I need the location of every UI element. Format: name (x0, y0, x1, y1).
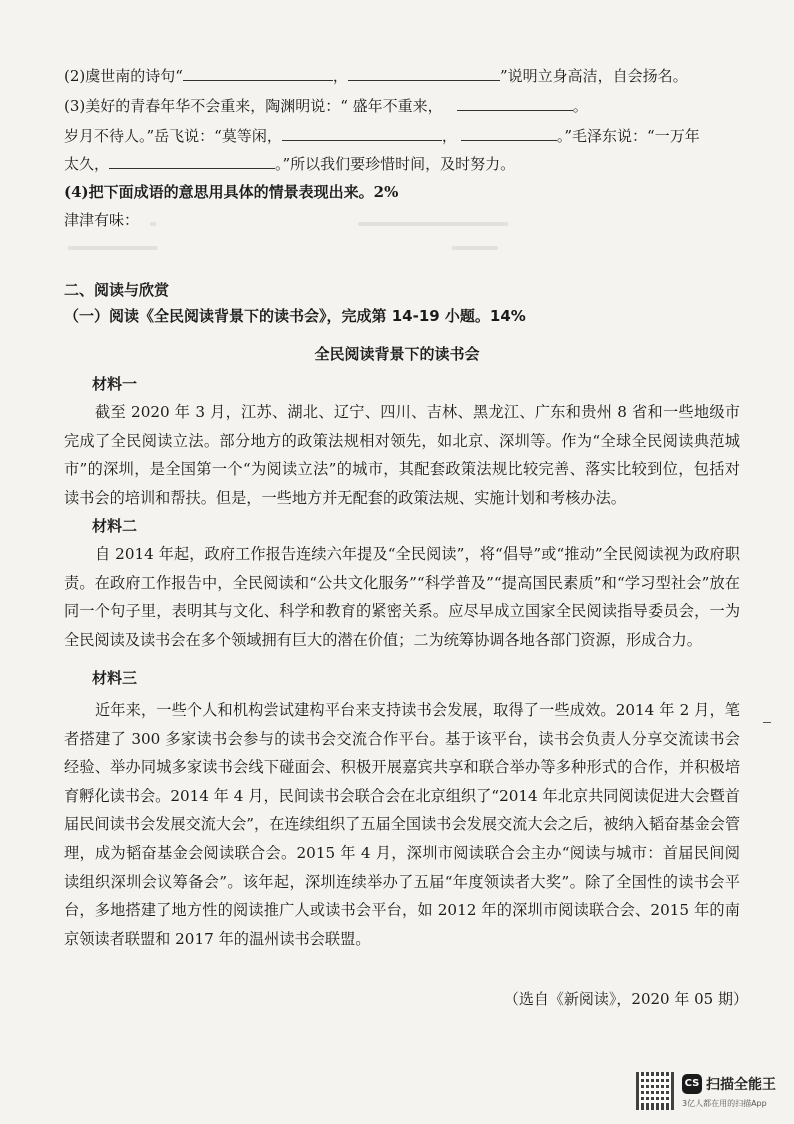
q2-prefix: (2)虞世南的诗句“ (64, 67, 183, 85)
q3-line2-sep: ， (441, 127, 457, 145)
material-2-text: 自 2014 年起，政府工作报告连续六年提及“全民阅读”，将“倡导”或“推动”全民阅读视为政府职责。在政府工作报告中，全民阅读和“公共文化服务”“科学普及”“提高国民素质”和“学习型社会”放在同一个句子里，表明其与文化、科学和教育的紧密关系。应尽早成立国家全民阅读指导委员会，一为全民阅读及读书会在多个领域拥有巨大的潜在价值；二为统筹协调各地各部门资源，形成合力。 (64, 545, 740, 649)
scan-mark (452, 246, 498, 250)
material-3-label: 材料三 (92, 669, 138, 687)
material-1-text: 截至 2020 年 3 月，江苏、湖北、辽宁、四川、吉林、黑龙江、广东和贵州 8 省和一些地级市完成了全民阅读立法。部分地方的政策法规相对领先，如北京、深圳等。作为“全球全民阅读典范城市”的深圳，是全国第一个“为阅读立法”的城市，其配套政策法规比较完善、落实比较到位，包括对读书会的培训和帮扶。但是，一些地方并无配套的政策法规、实施计划和考核办法。 (64, 403, 740, 507)
camscanner-logo-icon: CS (682, 1074, 702, 1094)
scan-mark (358, 222, 508, 226)
q3-line3-suffix: 。”所以我们要珍惜时间，及时努力。 (275, 155, 516, 173)
scan-mark (68, 246, 158, 250)
section-title: 二、阅读与欣赏 (64, 281, 170, 299)
answer-blank[interactable] (457, 96, 573, 111)
question-3-line2 (64, 126, 700, 146)
question-2 (64, 66, 688, 86)
q2-sep: ， (332, 67, 348, 85)
scanner-tagline: 3亿人都在用的扫描App (682, 1099, 767, 1108)
scan-mark (763, 722, 771, 723)
q3-line1-prefix: (3)美好的青春年华不会重来，陶渊明说：“ 盛年不重来， (64, 97, 443, 115)
article-title: 全民阅读背景下的读书会 (314, 345, 480, 363)
answer-blank[interactable] (348, 66, 500, 81)
q3-line2-suffix: 。”毛泽东说：“一万年 (556, 127, 700, 145)
question-3-line1 (64, 96, 588, 116)
qr-code-icon (636, 1072, 674, 1110)
answer-blank[interactable] (461, 126, 557, 141)
q3-line1-suffix: 。 (572, 97, 588, 115)
scan-mark (150, 222, 156, 226)
idiom-label: 津津有味： (64, 211, 140, 229)
article-source: （选自《新阅读》，2020 年 05 期） (503, 990, 748, 1008)
question-3-line3 (64, 154, 515, 174)
q2-suffix: ”说明立身高洁，自会扬名。 (499, 67, 688, 85)
material-2-label: 材料二 (92, 517, 138, 535)
material-1-label: 材料一 (92, 375, 138, 393)
answer-blank[interactable] (183, 66, 333, 81)
material-3-text: 近年来，一些个人和机构尝试建构平台来支持读书会发展，取得了一些成效。2014 年 2 月，笔者搭建了 300 多家读书会参与的读书会交流合作平台。基于该平台，读书会负责人分享交流读书会经验、举办同城多家读书会线下碰面会、积极开展嘉宾共享和联合举办等多种形式的合作，并积极培育孵化读书会。2014 年 4 月，民间读书会联合会在北京组织了“2014 年北京共同阅读促进大会暨首届民间读书会发展交流大会”，在连续组织了五届全国读书会发展交流大会之后，被纳入韬奋基金会管理，成为韬奋基金会阅读联合会。2015 年 4 月，深圳市阅读联合会主办“阅读与城市：首届民间阅读组织深圳会议筹备会”。该年起，深圳连续举办了五届“年度领读者大奖”。除了全国性的读书会平台，多地搭建了地方性的阅读推广人或读书会平台，如 2012 年的深圳市阅读联合会、2015 年的南京领读者联盟和 2017 年的温州读书会联盟。 (64, 701, 741, 948)
q3-line2-prefix: 岁月不待人。”岳飞说：“莫等闲， (64, 127, 282, 145)
scanner-app-name: 扫描全能王 (706, 1077, 776, 1093)
section-subtitle: （一）阅读《全民阅读背景下的读书会》，完成第 14-19 小题。14% (64, 307, 526, 325)
scanner-watermark (636, 1068, 786, 1114)
q3-line3-prefix: 太久， (64, 155, 110, 173)
answer-blank[interactable] (282, 126, 442, 141)
answer-blank[interactable] (109, 154, 275, 169)
question-4: (4)把下面成语的意思用具体的情景表现出来。2% (64, 183, 399, 201)
